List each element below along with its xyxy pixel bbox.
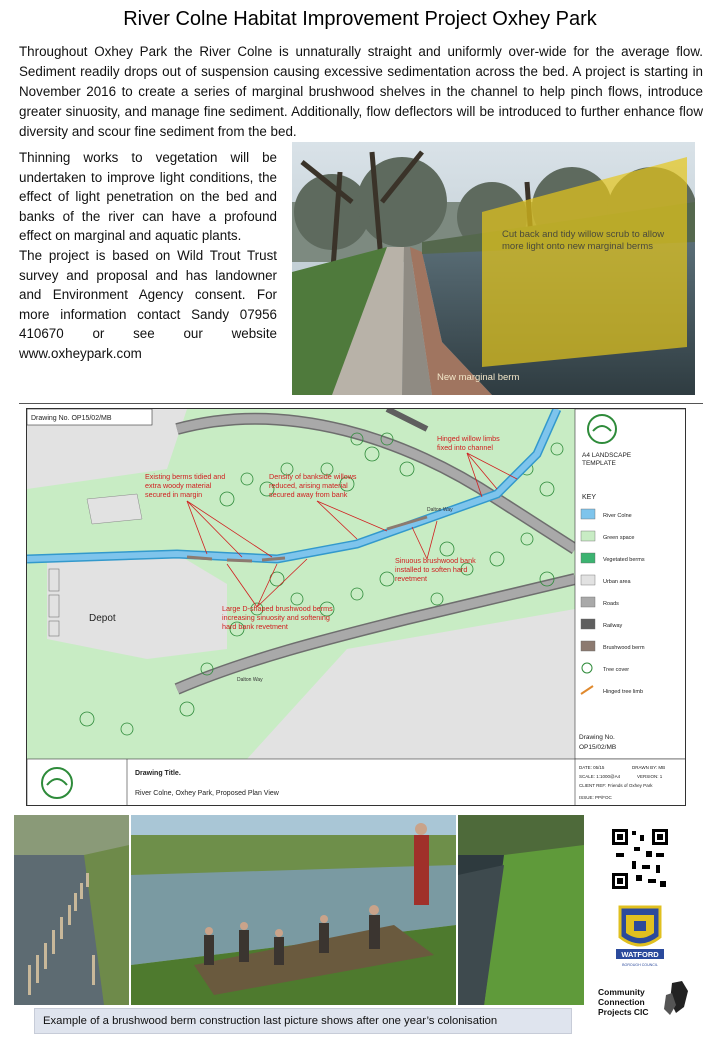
page-title: River Colne Habitat Improvement Project Oxhey Park bbox=[123, 8, 597, 30]
colonised-bank-photo bbox=[458, 815, 584, 1005]
key-label: Tree cover bbox=[603, 667, 630, 673]
logos-graphic bbox=[596, 825, 696, 1035]
plan-drawing bbox=[26, 408, 686, 806]
photo-caption: Example of a brushwood berm construction last picture shows after one year’s colonisation bbox=[34, 1008, 572, 1034]
ccp-line-3: Projects CIC bbox=[598, 1007, 649, 1017]
key-label: Vegetated berms bbox=[603, 557, 645, 563]
thinning-paragraph: Thinning works to vegetation will be undertaken to improve light conditions, the effect of light penetration on the bed and banks of the river can have a profound effect on marginal and aquatic plants. bbox=[19, 150, 277, 244]
key-swatch bbox=[581, 531, 595, 541]
overlay-text-line: more light onto new marginal berms bbox=[502, 241, 654, 252]
meta-drawn: DRAWN BY: MB bbox=[632, 765, 666, 770]
drawing-number-footer-label: Drawing No. bbox=[579, 734, 615, 741]
annotation-line: Density of bankside willows bbox=[269, 472, 357, 481]
annotation-line: reduced, arising material bbox=[269, 481, 348, 490]
stakes-photo bbox=[14, 815, 129, 1005]
ccp-line-2: Connection bbox=[598, 997, 645, 1007]
drawing-number-footer-value: OP15/02/MB bbox=[579, 744, 617, 751]
ccp-line-1: Community bbox=[598, 987, 645, 997]
annotation-line: secured away from bank bbox=[269, 490, 348, 499]
left-text-column bbox=[19, 148, 277, 364]
hands-icon bbox=[664, 981, 688, 1015]
key-swatch bbox=[581, 509, 595, 519]
sponsor-logos bbox=[596, 825, 696, 1035]
berm-label: New marginal berm bbox=[437, 372, 520, 383]
meta-scale: SCALE: 1:1000@A4 bbox=[579, 774, 621, 779]
annotation-line: Large D-shaped brushwood berms bbox=[222, 604, 333, 613]
annotation-line: revetment bbox=[395, 574, 427, 583]
construction-photos bbox=[14, 815, 584, 1015]
overlay-text-line: Cut back and tidy willow scrub to allow bbox=[502, 229, 665, 240]
key-swatch bbox=[581, 553, 595, 563]
intro-paragraph: Throughout Oxhey Park the River Colne is unnaturally straight and uniformly over-wide for the average flow. Sediment readily drops out of suspension causing excessive sedimentation across the bed. A project is starting in November 2016 to create a series of marginal brushwood shelves in the channel to help pinch flows, introduce greater sinuosity, and manage fine sediment. Additionally, flow deflectors will be introduced to further enhance flow diversity and scour fine sediment from the bed. bbox=[19, 44, 703, 139]
meta-client: CLIENT REF: Friends of Oxhey Park bbox=[579, 783, 653, 788]
council-name: WATFORD bbox=[621, 950, 659, 959]
river-path-photo bbox=[292, 142, 695, 395]
overlay-text bbox=[502, 229, 667, 252]
key-swatch bbox=[582, 663, 592, 673]
meta-date: DATE: 05/15 bbox=[579, 765, 605, 770]
annotation-line: extra woody material bbox=[145, 481, 212, 490]
volunteers-photo bbox=[131, 815, 456, 1005]
river-path-illustration bbox=[292, 142, 695, 395]
watford-crest-icon bbox=[616, 907, 664, 967]
annotation-hinged bbox=[437, 434, 502, 452]
construction-photo-strip bbox=[14, 815, 584, 1015]
annotation-line: secured in margin bbox=[145, 490, 203, 499]
key-swatch bbox=[581, 641, 595, 651]
annotation-line: hard bank revetment bbox=[222, 622, 288, 631]
divider-line bbox=[19, 403, 703, 404]
drawing-title: River Colne, Oxhey Park, Proposed Plan View bbox=[135, 790, 279, 797]
contact-paragraph: The project is based on Wild Trout Trust survey and proposal and has landowner and Environment Agency consent. For more information contact Sandy 07956 410670 or see our website www.oxheypark.com bbox=[19, 247, 277, 361]
annotation-line: Existing berms tidied and bbox=[145, 472, 226, 481]
annotation-line: fixed into channel bbox=[437, 443, 493, 452]
annotation-line: increasing sinuosity and softening bbox=[222, 613, 330, 622]
key-swatch bbox=[581, 597, 595, 607]
meta-issue: ISSUE: PP/FOC bbox=[579, 795, 612, 800]
road-label: Dalton Way bbox=[237, 677, 263, 683]
key-label: Brushwood berm bbox=[603, 645, 645, 651]
key-title: KEY bbox=[582, 494, 597, 501]
template-label-line: TEMPLATE bbox=[582, 460, 616, 467]
meta-version: VERSION: 1 bbox=[637, 774, 663, 779]
drawing-number-header: Drawing No. OP15/02/MB bbox=[31, 415, 112, 422]
key-swatch bbox=[581, 619, 595, 629]
plan-map bbox=[27, 409, 686, 806]
depot-label: Depot bbox=[89, 613, 116, 624]
annotation-density bbox=[269, 472, 359, 499]
key-label: Hinged tree limb bbox=[603, 689, 644, 695]
key-label: River Colne bbox=[603, 513, 632, 519]
annotation-line: installed to soften hard bbox=[395, 565, 468, 574]
road-label: Dalton Way bbox=[427, 507, 453, 513]
key-label: Green space bbox=[603, 535, 635, 541]
council-sub: BOROUGH COUNCIL bbox=[622, 963, 658, 967]
key-label: Urban area bbox=[603, 579, 631, 585]
key-swatch bbox=[581, 575, 595, 585]
template-label-line: A4 LANDSCAPE bbox=[582, 452, 632, 459]
drawing-title-label: Drawing Title. bbox=[135, 770, 181, 777]
key-label: Railway bbox=[603, 623, 623, 629]
annotation-line: Sinuous brushwood bank bbox=[395, 556, 476, 565]
annotation-line: Hinged willow limbs bbox=[437, 434, 500, 443]
key-label: Roads bbox=[603, 601, 619, 607]
qr-code-icon bbox=[612, 829, 668, 889]
